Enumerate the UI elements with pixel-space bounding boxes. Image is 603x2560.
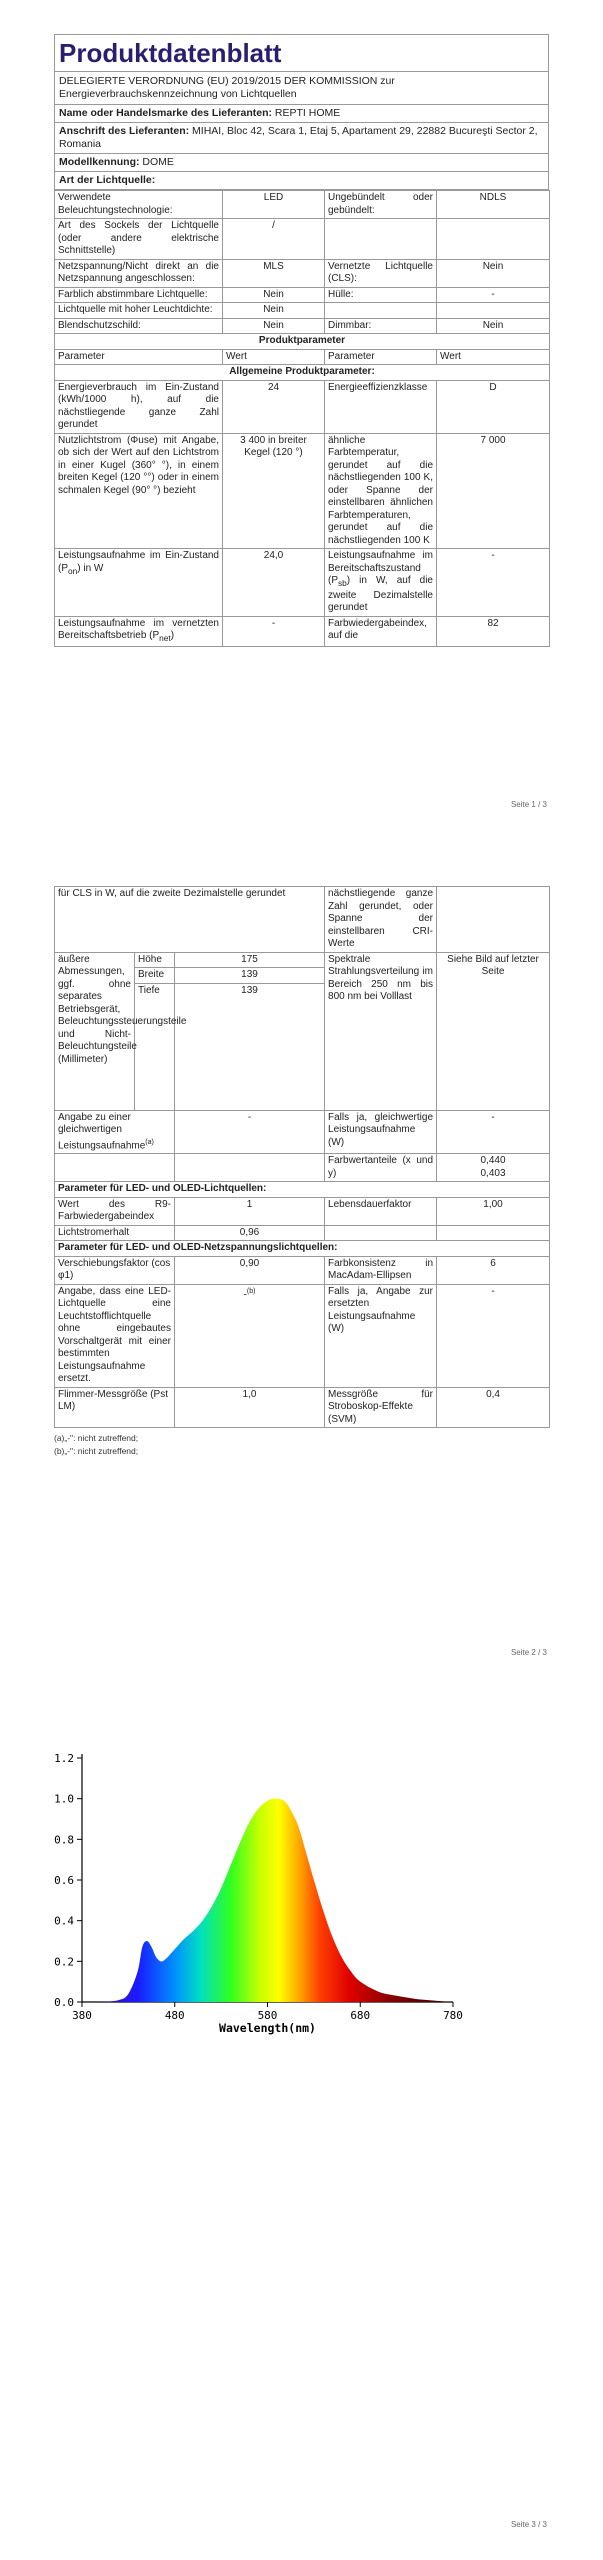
cell-value: 1	[175, 1197, 325, 1225]
cell-label: Lichtquelle mit hoher Leuchtdichte:	[55, 303, 223, 319]
cell-label: Falls ja, gleichwertige Leistungsaufnahme (W)	[325, 1110, 437, 1154]
table-row	[55, 334, 550, 350]
cell-label: Farbwiedergabeindex, auf die	[325, 616, 437, 646]
cell-value: 0,96	[175, 1225, 325, 1241]
cell-empty	[325, 219, 437, 260]
cell-value: -	[437, 1284, 550, 1387]
led-oled-heading: Parameter für LED- und OLED-Lichtquellen:	[55, 1182, 550, 1198]
cell-value: -	[223, 616, 325, 646]
table-row	[55, 616, 550, 646]
y-tick-label: 0.0	[54, 1996, 74, 2009]
cell-empty	[55, 1154, 175, 1182]
cell-value: 0,90	[175, 1256, 325, 1284]
cell-value: 1,00	[437, 1197, 550, 1225]
cell-label: Farblich abstimmbare Lichtquelle:	[55, 287, 223, 303]
page-number: Seite 3 / 3	[510, 2520, 547, 2529]
cell-label: Falls ja, Angabe zur ersetzten Leistungsaufnahme (W)	[325, 1284, 437, 1387]
cell-value	[437, 1154, 550, 1182]
table-row	[55, 365, 550, 381]
table-row	[55, 318, 550, 334]
light-source-table	[54, 190, 550, 647]
regulation-text: DELEGIERTE VERORDNUNG (EU) 2019/2015 DER KOMMISSION zur Energieverbrauchskennzeichnung von Lichtquellen	[54, 71, 549, 105]
cell-value: -	[437, 549, 550, 617]
column-header: Wert	[223, 349, 325, 365]
mains-heading: Parameter für LED- und OLED-Netzspannungslichtquellen:	[55, 1241, 550, 1257]
table-row	[55, 549, 550, 617]
x-tick-label: 580	[257, 2009, 278, 2022]
cell-value: Nein	[223, 318, 325, 334]
cell-label: Netzspannung/Nicht direkt an die Netzspannung angeschlossen:	[55, 259, 223, 287]
table-row	[55, 952, 550, 968]
cell-label	[55, 549, 223, 617]
cell-label: Energieeffizienzklasse	[325, 380, 437, 433]
cell-value	[175, 1284, 325, 1387]
footnote-a: (a)„-": nicht zutreffend;	[54, 1433, 139, 1444]
text: Leistungsaufnahme im Ein-Zustand (P	[58, 550, 219, 574]
cell-label: Lebensdauerfaktor	[325, 1197, 437, 1225]
spectrum-chart	[0, 1740, 603, 2040]
cell-value: Nein	[223, 287, 325, 303]
width-value: 139	[175, 968, 325, 984]
cell-label: für CLS in W, auf die zweite Dezimalstelle gerundet	[55, 887, 325, 953]
cell-label	[325, 549, 437, 617]
table-row	[55, 303, 550, 319]
text: Angabe zu einer gleichwertigen Leistungsaufnahme	[58, 1111, 146, 1151]
table-row	[55, 1225, 550, 1241]
cell-label: Art des Sockels der Lichtquelle (oder andere elektrische Schnittstelle)	[55, 219, 223, 260]
cell-label: Lichtstromerhalt	[55, 1225, 175, 1241]
cell-label: Energieverbrauch im Ein-Zustand (kWh/1000 h), auf die nächstliegende ganze Zahl gerundet	[55, 380, 223, 433]
cell-empty	[325, 1225, 437, 1241]
cell-value: 3 400 in breiter Kegel (120 °)	[223, 433, 325, 549]
y-tick-label: 1.0	[54, 1792, 74, 1806]
chroma-y: 0,403	[480, 1167, 506, 1179]
x-tick-label: 680	[350, 2009, 371, 2022]
table-row	[55, 1241, 550, 1257]
y-tick-label: 0.4	[54, 1914, 74, 1928]
table-row	[55, 380, 550, 433]
cell-value: -	[175, 1110, 325, 1154]
page-1	[0, 0, 603, 810]
cell-label: Ungebündelt oder gebündelt:	[325, 191, 437, 219]
table-row	[55, 219, 550, 260]
column-header: Parameter	[55, 349, 223, 365]
text: ) in W, auf die zweite Dezimalstelle gerundet	[328, 575, 433, 613]
cell-empty	[437, 887, 550, 953]
supplier-name-label: Name oder Handelsmarke des Lieferanten:	[59, 107, 272, 119]
text: )	[170, 630, 175, 641]
width-label: Breite	[135, 968, 175, 984]
cell-label: Verschiebungsfaktor (cos φ1)	[55, 1256, 175, 1284]
product-params-heading: Produktparameter	[55, 334, 550, 350]
cell-empty	[437, 1225, 550, 1241]
y-tick-label: 1.2	[54, 1752, 74, 1765]
model-row	[54, 154, 549, 172]
table-row	[55, 1284, 550, 1387]
table-row	[55, 1154, 550, 1182]
text: Leistungsaufnahme im vernetzten Bereitschaftsbetrieb (P	[58, 617, 219, 641]
cell-value: 0,4	[437, 1387, 550, 1428]
spectral-label: Spektrale Strahlungsverteilung im Bereich 250 nm bis 800 nm bei Volllast	[325, 952, 437, 1110]
text: Leistungsaufnahme im Bereitschaftszustand (P	[328, 550, 433, 586]
dimensions-label: äußere Abmessungen, ggf. ohne separates Betriebsgerät, Beleuchtungssteuerungsteile und Nicht-Beleuchtungsteile (Millimeter)	[55, 952, 135, 1110]
y-tick-label: 0.2	[54, 1955, 74, 1969]
cell-label: Verwendete Beleuchtungstechnologie:	[55, 191, 223, 219]
model-label: Modellkennung:	[59, 156, 140, 168]
model-value: DOME	[142, 156, 174, 168]
depth-value: 139	[175, 983, 325, 1110]
cell-value: Nein	[223, 303, 325, 319]
x-tick-label: 780	[443, 2009, 463, 2022]
datasheet-page-2	[54, 886, 549, 1458]
text: -	[243, 1289, 247, 1301]
page-number: Seite 2 / 3	[510, 1648, 547, 1657]
cell-value: NDLS	[437, 191, 550, 219]
depth-label: Tiefe	[135, 983, 175, 1110]
cell-value: -	[437, 1110, 550, 1154]
table-row	[55, 1387, 550, 1428]
cell-value: 82	[437, 616, 550, 646]
page-3	[0, 1700, 603, 2560]
cell-value: D	[437, 380, 550, 433]
page-number: Seite 1 / 3	[510, 800, 547, 809]
cell-value: 1,0	[175, 1387, 325, 1428]
cell-label: Flimmer-Messgröße (Pst LM)	[55, 1387, 175, 1428]
column-header: Wert	[437, 349, 550, 365]
cell-empty	[175, 1154, 325, 1182]
cell-value: Nein	[437, 259, 550, 287]
supplier-address: MIHAI, Bloc 42, Scara 1, Etaj 5, Apartament 29, 22882 Bucureşti Sector 2, Romania	[59, 125, 538, 150]
spectrum-area	[82, 1799, 453, 2003]
cell-value: LED	[223, 191, 325, 219]
y-tick-label: 0.8	[54, 1833, 74, 1847]
cell-value: /	[223, 219, 325, 260]
cell-label: Angabe, dass eine LED-Lichtquelle eine Leuchtstofflichtquelle ohne eingebautes Vorschaltgerät mit einer bestimmten Leistungsaufnahme ersetzt.	[55, 1284, 175, 1387]
height-label: Höhe	[135, 952, 175, 968]
light-type-heading: Art der Lichtquelle:	[54, 172, 549, 190]
cell-label: Nutzlichtstrom (Φuse) mit Angabe, ob sich der Wert auf den Lichtstrom in einer Kugel (360° °), in einem breiten Kegel (120 °°) oder in einem schmalen Kegel (90° °) bezieht	[55, 433, 223, 549]
x-tick-label: 380	[72, 2009, 92, 2022]
table-row	[55, 887, 550, 953]
table-row	[55, 1110, 550, 1154]
document-title: Produktdatenblatt	[54, 34, 549, 71]
height-value: 175	[175, 952, 325, 968]
y-tick-label: 0.6	[54, 1874, 74, 1887]
cell-label: Farbwertanteile (x und y)	[325, 1154, 437, 1182]
cell-value: 24,0	[223, 549, 325, 617]
subscript: on	[68, 565, 78, 576]
page-2	[0, 870, 603, 1670]
table-row	[55, 1197, 550, 1225]
chroma-x: 0,440	[480, 1155, 506, 1167]
table-row	[55, 433, 550, 549]
supplier-address-label: Anschrift des Lieferanten:	[59, 125, 190, 137]
table-row	[55, 259, 550, 287]
cell-value: 24	[223, 380, 325, 433]
cell-value: MLS	[223, 259, 325, 287]
supplier-address-row	[54, 123, 549, 154]
supplier-name-row	[54, 105, 549, 123]
cell-label: Messgröße für Stroboskop-Effekte (SVM)	[325, 1387, 437, 1428]
table-row	[55, 287, 550, 303]
cell-value: 7 000	[437, 433, 550, 549]
text: ) in W	[77, 562, 104, 574]
supplier-name: REPTI HOME	[274, 107, 341, 119]
footnote-b: (b)„-": nicht zutreffend;	[54, 1446, 139, 1457]
cell-label: Vernetzte Lichtquelle (CLS):	[325, 259, 437, 287]
cell-label: ähnliche Farbtemperatur, gerundet auf die nächstliegenden 100 K, oder Spanne der einstellbaren ähnlichen Farbtemperaturen, gerundet auf die nächstliegenden 100 K	[325, 433, 437, 549]
cell-empty	[325, 303, 437, 319]
x-tick-label: 480	[164, 2009, 185, 2022]
cell-empty	[437, 303, 550, 319]
cell-label: Wert des R9-Farbwiedergabeindex	[55, 1197, 175, 1225]
column-header: Parameter	[325, 349, 437, 365]
spectral-value: Siehe Bild auf letzter Seite	[437, 952, 550, 1110]
datasheet-page-1	[54, 34, 549, 647]
subscript: net	[159, 633, 171, 643]
table-row	[55, 191, 550, 219]
cell-label: Dimmbar:	[325, 318, 437, 334]
cell-value: -	[437, 287, 550, 303]
cell-label: nächstliegende ganze Zahl gerundet, oder Spanne der einstellbaren CRI-Werte	[325, 887, 437, 953]
cell-label: Hülle:	[325, 287, 437, 303]
cell-label	[55, 1110, 175, 1154]
superscript: (a)	[145, 1138, 154, 1146]
cell-label	[55, 616, 223, 646]
cell-value: Nein	[437, 318, 550, 334]
cell-label: Blendschutzschild:	[55, 318, 223, 334]
cell-label: Farbkonsistenz in MacAdam-Ellipsen	[325, 1256, 437, 1284]
superscript: (b)	[246, 1287, 256, 1295]
general-params-heading: Allgemeine Produktparameter:	[55, 365, 550, 381]
table-row	[55, 1256, 550, 1284]
parameters-table	[54, 886, 550, 1428]
x-axis-label: Wavelength(nm)	[219, 2021, 316, 2035]
cell-value: 6	[437, 1256, 550, 1284]
cell-empty	[437, 219, 550, 260]
subscript: sb	[338, 578, 347, 588]
table-row	[55, 1182, 550, 1198]
table-header-row	[55, 349, 550, 365]
